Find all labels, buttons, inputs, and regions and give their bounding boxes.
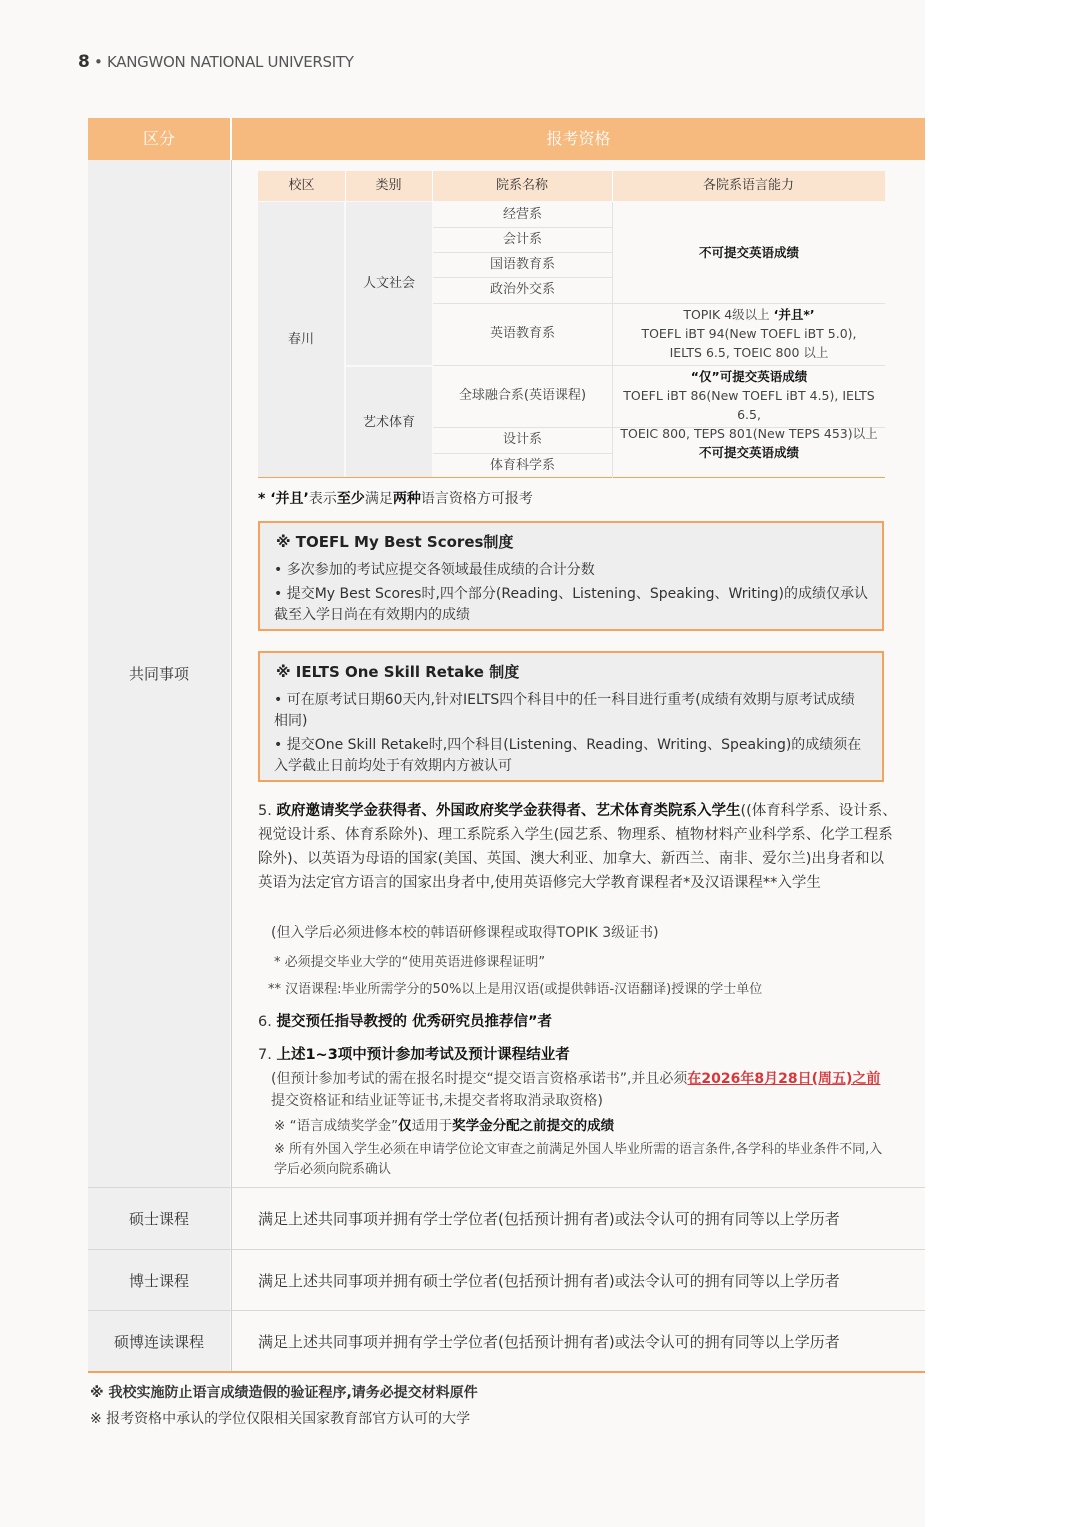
eng-edu-toefl: TOEFL iBT 94(New TOEFL iBT 5.0), [641,326,857,341]
item-5 [258,799,898,895]
inner-row-line [433,252,612,253]
masters-text: 满足上述共同事项并拥有学士学位者(包括预计拥有者)或法令认可的拥有同等以上学历者 [258,1210,840,1228]
table-bottom-line [88,1371,925,1373]
dept-cell: 经营系 [502,207,542,222]
item-7-bold: 上述1~3项中预计参加考试及预计课程结业者 [276,1047,570,1063]
dept-cell: 体育科学系 [489,458,555,473]
item-7-detail [271,1068,891,1112]
inner-row-line [433,453,612,454]
inner-row-line [433,277,612,278]
item-6-bold: 提交预任指导教授的 优秀研究员推荐信”者 [276,1014,553,1030]
and-note-text: 表示 [308,491,337,507]
dept-cell: 国语教育系 [489,257,555,272]
ielts-box-item: • 可在原考试日期60天内,针对IELTS四个科目中的任一科目进行重考(成绩有效期与原考试成绩相同) [274,692,855,729]
left-column-bg [88,160,230,1371]
inner-header-divider [432,171,433,201]
item-6 [258,1010,898,1034]
dept-cell: 全球融合系(英语课程) [458,388,587,403]
no-english-cell: 不可提交英语成绩 [698,245,799,260]
dept-cell: 设计系 [502,432,542,447]
item-5-bold: 政府邀请奖学金获得者、外国政府奖学金获得者、艺术体育类院系入学生 [276,803,741,819]
dept-cell: 英语教育系 [489,326,555,341]
inner-row-line [433,303,885,304]
integrated-text: 满足上述共同事项并拥有学士学位者(包括预计拥有者)或法令认可的拥有同等以上学历者 [258,1333,840,1351]
item-7-note-text: 仅 [398,1118,412,1134]
header-category: 区分 [142,129,175,148]
item-5-text: ((体育科学系、设计系、视觉设计系、体育系除外)、理工系院系入学生(园艺系、物理系、植物材料产业科学系、化学工程系除外)、以英语为母语的国家(美国、英国、澳大利亚、加拿大、新西兰、南非、爱尔兰)出身者和以英语为法定官方语言的国家出身者中,使用英语修完大学教育课程者*及汉语课程**入学生 [258,803,897,891]
eng-edu-ielts: IELTS 6.5, TOEIC 800 以上 [669,345,829,360]
masters-label: 硕士课程 [128,1210,189,1228]
item-7-note-text: 奖学金分配之前提交的成绩 [452,1118,615,1134]
item-5-paren: (但入学后必须进修本校的韩语研修课程或取得TOPIK 3级证书) [271,925,659,941]
footer-note-2: ※ 报考资格中承认的学位仅限相关国家教育部官方认可的大学 [90,1411,471,1427]
and-note-star: * [258,491,271,507]
common-label: 共同事项 [128,665,189,683]
item-7-deadline: 在2026年8月28日(周五)之前 [687,1071,881,1087]
item-7-note-1 [274,1116,614,1136]
header-dot: • [94,53,103,71]
column-divider [231,160,232,1371]
row-divider [88,1249,925,1250]
ielts-box [258,651,884,782]
global-toeic: TOEIC 800, TEPS 801(New TEPS 453)以上 [620,426,878,441]
item-7-detail-text: 提交资格证和结业证等证书,未提交者将取消录取资格) [271,1093,603,1109]
doctoral-text: 满足上述共同事项并拥有硕士学位者(包括预计拥有者)或法令认可的拥有同等以上学历者 [258,1272,840,1290]
header-qualification: 报考资格 [546,129,611,148]
item-7-note-text: 适用于 [411,1118,453,1134]
dept-cell: 政治外交系 [489,282,555,297]
inner-header-language: 各院系语言能力 [612,171,885,201]
ielts-box-item: • 提交One Skill Retake时,四个科目(Listening、Reading、Writing、Speaking)的成绩须在入学截止日前均处于有效期内方被认可 [274,737,862,774]
and-note-text: 语言资格方可报考 [420,491,533,507]
page-header [78,52,354,72]
campus-cell: 春川 [258,202,344,478]
toefl-box-item: • 提交My Best Scores时,四个部分(Reading、Listening、Speaking、Writing)的成绩仅承认截至入学日尚在有效期内的成绩 [274,586,869,623]
and-note-text: 满足 [364,491,393,507]
eng-edu-topik: TOPIK 4级以上 [683,307,774,322]
inner-row-line [433,227,612,228]
ielts-box-title: ※ IELTS One Skill Retake 制度 [276,663,520,681]
footer-note-1: ※ 我校实施防止语言成绩造假的验证程序,请务必提交材料原件 [90,1385,478,1401]
and-note-text: 至少 [336,491,365,507]
language-table [258,171,885,478]
item-5-num: 5. [258,803,277,819]
and-note-term: ‘并且’ [270,491,309,507]
inner-header-divider [612,171,613,201]
header-title: KANGWON NATIONAL UNIVERSITY [107,53,354,71]
global-only-english: “仅”可提交英语成绩 [690,369,808,384]
and-note [258,488,533,508]
inner-header-category: 类别 [345,171,432,201]
no-english-cell-2: 不可提交英语成绩 [698,445,799,460]
row-divider [88,1187,925,1188]
toefl-box-title: ※ TOEFL My Best Scores制度 [276,533,514,551]
item-6-num: 6. [258,1014,277,1030]
dept-cell: 会计系 [502,232,542,247]
item-7-note-text: ※ “语言成绩奖学金” [274,1118,399,1134]
item-7 [258,1043,898,1067]
inner-header-campus: 校区 [258,171,345,201]
item-5-note-2: ** 汉语课程:毕业所需学分的50%以上是用汉语(或提供韩语-汉语翻译)授课的学士单位 [268,982,763,997]
category-arts: 艺术体育 [346,367,432,478]
table-header [88,118,925,160]
page-number: 8 [78,52,90,72]
english-edu-requirement [613,305,885,362]
toefl-box [258,521,884,631]
item-5-note-1: * 必须提交毕业大学的“使用英语进修课程证明” [274,955,546,970]
row-divider [88,1310,925,1311]
doctoral-label: 博士课程 [128,1272,189,1290]
integrated-label: 硕博连读课程 [113,1333,204,1351]
inner-header-dept: 院系名称 [432,171,612,201]
and-note-text: 两种 [392,491,421,507]
item-7-detail-text: (但预计参加考试的需在报名时提交“提交语言资格承诺书”,并且必须 [271,1071,688,1087]
item-7-note-2: ※ 所有外国入学生必须在申请学位论文审查之前满足外国人毕业所需的语言条件,各学科的毕业条件不同,入学后必须向院系确认 [274,1142,883,1177]
item-7-num: 7. [258,1047,277,1063]
eng-edu-and: ‘并且*’ [773,307,815,322]
toefl-box-item: • 多次参加的考试应提交各领域最佳成绩的合计分数 [274,562,595,578]
category-humanities: 人文社会 [346,202,432,365]
inner-header-divider [345,171,346,201]
global-toefl: TOEFL iBT 86(New TOEFL iBT 4.5), IELTS 6.5, [623,388,875,422]
inner-row-line [433,365,885,366]
